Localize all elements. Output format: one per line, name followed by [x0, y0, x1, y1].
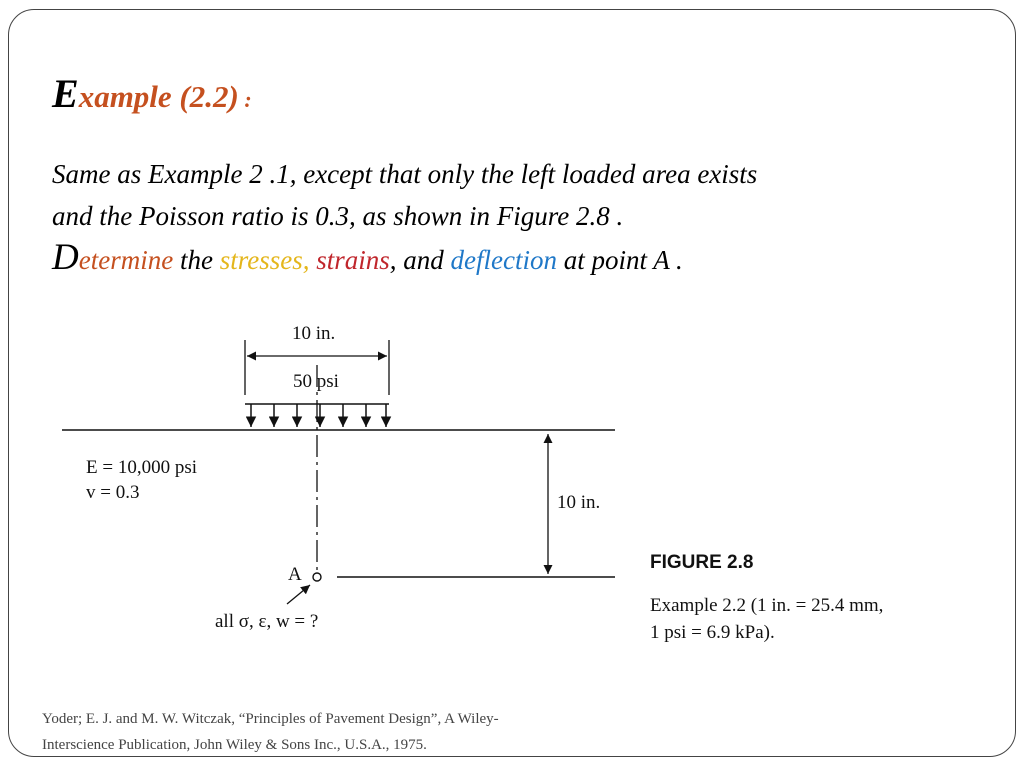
point-a-label: A: [288, 564, 302, 585]
figure-2-8: [60, 310, 980, 650]
word-deflection: deflection: [450, 245, 557, 275]
statement-tail: at point A .: [556, 245, 683, 275]
poisson-label: v = 0.3: [86, 482, 140, 503]
determine-initial: D: [52, 237, 79, 278]
figure-caption-line-1: Example 2.2 (1 in. = 25.4 mm,: [650, 595, 884, 616]
figure-caption-title: FIGURE 2.8: [650, 552, 754, 573]
title-initial: E: [52, 71, 79, 116]
slide-title: [52, 70, 252, 117]
word-strains: strains: [309, 245, 390, 275]
modulus-label: E = 10,000 psi: [86, 457, 197, 478]
determine-word: etermine: [78, 245, 174, 275]
load-pressure-label: 50 psi: [293, 371, 339, 392]
figure-caption-line-2: 1 psi = 6.9 kPa).: [650, 622, 775, 643]
title-colon: :: [238, 87, 252, 112]
reference-line-2: Interscience Publication, John Wiley & Sons Inc., U.S.A., 1975.: [42, 737, 427, 753]
word-the: the: [173, 245, 220, 275]
depth-label: 10 in.: [557, 492, 601, 513]
statement-line-1: Same as Example 2 .1, except that only the left loaded area exists: [52, 159, 758, 189]
reference-line-1: Yoder; E. J. and M. W. Witczak, “Principles of Pavement Design”, A Wiley-: [42, 711, 499, 727]
reference-footer: [42, 706, 602, 758]
statement-line-2: and the Poisson ratio is 0.3, as shown in Figure 2.8 .: [52, 201, 624, 231]
statement-line-3: [52, 237, 992, 281]
word-and: , and: [389, 245, 451, 275]
load-width-label: 10 in.: [292, 323, 336, 344]
problem-statement: [52, 153, 992, 281]
point-a-arrow: [287, 585, 310, 604]
title-text: xample (2.2): [78, 79, 239, 114]
unknowns-label: all σ, ε, w = ?: [215, 611, 319, 632]
point-a-marker: [313, 573, 321, 581]
word-stresses: stresses,: [219, 245, 310, 275]
